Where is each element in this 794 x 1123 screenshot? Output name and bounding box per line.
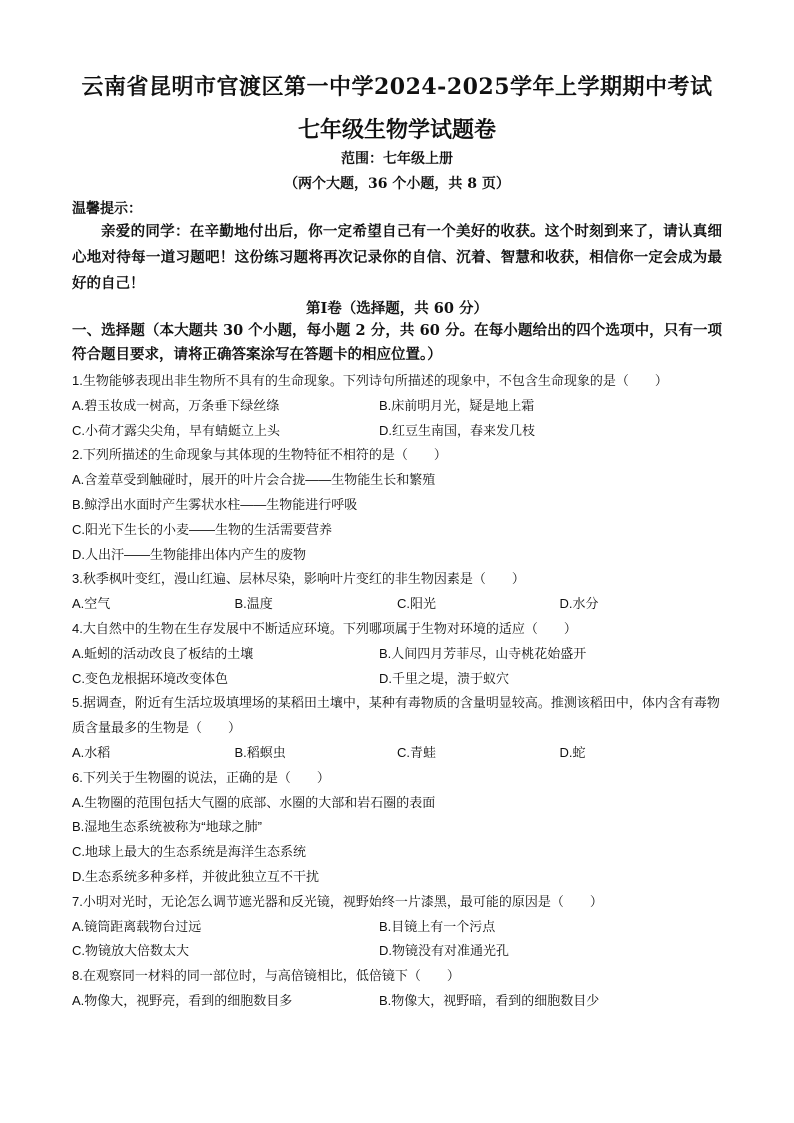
tips-heading: 温馨提示：	[72, 201, 142, 217]
option-a: A.空气	[72, 596, 111, 612]
question-stem: 7.小明对光时，无论怎么调节遮光器和反光镜，视野始终一片漆黑，最可能的原因是（ ）	[72, 893, 603, 909]
option-a: A.碧玉妆成一树高，万条垂下绿丝绦	[72, 397, 280, 413]
question-8	[72, 964, 722, 1014]
option-d: D.蛇	[559, 744, 586, 760]
option-row	[72, 642, 722, 667]
option-row	[72, 989, 722, 1014]
option-c: C.青蛙	[397, 744, 437, 760]
part1-title: 第Ⅰ卷（选择题，共 60 分）	[305, 300, 489, 317]
option-b: B.人间四月芳菲尽，山寺桃花始盛开	[379, 645, 587, 661]
option-b: B.床前明月光，疑是地上霜	[379, 397, 535, 413]
option-d: D.红豆生南国，春来发几枝	[379, 422, 536, 438]
option-d: D.物镜没有对准通光孔	[379, 943, 510, 959]
option-c: C.小荷才露尖尖角，早有蜻蜓立上头	[72, 422, 281, 438]
option-b: B.物像大，视野暗，看到的细胞数目少	[379, 992, 600, 1008]
option-b: B.目镜上有一个污点	[379, 918, 496, 934]
option-a: A.镜筒距离载物台过远	[72, 918, 202, 934]
option-row	[72, 741, 722, 766]
option-row	[72, 419, 722, 444]
exam-subtitle: 七年级生物学试题卷	[297, 117, 496, 143]
question-list	[72, 369, 722, 1014]
exam-title: 云南省昆明市官渡区第一中学2024-2025学年上学期期中考试	[81, 74, 713, 100]
option-d: D.千里之堤，溃于蚁穴	[379, 670, 510, 686]
question-4	[72, 617, 722, 691]
question-1	[72, 369, 722, 443]
option-c: C.物镜放大倍数太大	[72, 943, 190, 959]
option-b: B.鲸浮出水面时产生雾状水柱——生物能进行呼吸	[72, 496, 358, 512]
tips-text: 亲爱的同学：在辛勤地付出后，你一定希望自己有一个美好的收获。这个时刻到来了，请认真细心地对待每一道习题吧！这份练习题将再次记录你的自信、沉着、智慧和收获，相信你一定会成为最好的自己！	[72, 223, 722, 292]
option-row	[72, 394, 722, 419]
part1-instructions: 一、选择题（本大题共 30 个小题，每小题 2 分，共 60 分。在每小题给出的四个选项中，只有一项符合题目要求，请将正确答案涂写在答题卡的相应位置。）	[72, 322, 722, 363]
option-a: A.含羞草受到触碰时，展开的叶片会合拢——生物能生长和繁殖	[72, 472, 436, 488]
option-c: C.地球上最大的生态系统是海洋生态系统	[72, 844, 307, 860]
question-stem: 8.在观察同一材料的同一部位时，与高倍镜相比，低倍镜下（ ）	[72, 968, 460, 984]
option-a: A.蚯蚓的活动改良了板结的土壤	[72, 645, 254, 661]
question-stem: 3.秋季枫叶变红，漫山红遍、层林尽染，影响叶片变红的非生物因素是（ ）	[72, 571, 525, 587]
question-stem: 6.下列关于生物圈的说法，正确的是（ ）	[72, 769, 330, 785]
option-c: C.变色龙根据环境改变体色	[72, 670, 229, 686]
option-a: A.物像大，视野亮，看到的细胞数目多	[72, 992, 293, 1008]
option-d: D.水分	[559, 596, 599, 612]
question-3	[72, 567, 722, 617]
question-stem: 4.大自然中的生物在生存发展中不断适应环境。下列哪项属于生物对环境的适应（ ）	[72, 620, 577, 636]
question-7	[72, 890, 722, 964]
option-row	[72, 939, 722, 964]
question-stem: 1.生物能够表现出非生物所不具有的生命现象。下列诗句所描述的现象中，不包含生命现象的是（ ）	[72, 373, 668, 388]
option-a: A.生物圈的范围包括大气圈的底部、水圈的大部和岩石圈的表面	[72, 794, 436, 810]
exam-scope: 范围：七年级上册	[341, 151, 453, 167]
option-a: A.水稻	[72, 744, 111, 760]
option-row	[72, 915, 722, 940]
option-c: C.阳光下生长的小麦——生物的生活需要营养	[72, 521, 333, 537]
question-5	[72, 691, 722, 765]
option-c: C.阳光	[397, 596, 437, 612]
question-stem: 5.据调查，附近有生活垃圾填埋场的某稻田土壤中，某种有毒物质的含量明显较高。推测该稻田中，体内含有毒物质含量最多的生物是（ ）	[72, 695, 720, 736]
option-d: D.人出汗——生物能排出体内产生的废物	[72, 546, 307, 562]
exam-summary: （两个大题，36 个小题，共 8 页）	[284, 176, 510, 192]
option-b: B.湿地生态系统被称为“地球之肺”	[72, 819, 262, 835]
question-stem: 2.下列所描述的生命现象与其体现的生物特征不相符的是（ ）	[72, 447, 447, 463]
question-6	[72, 766, 722, 890]
option-row	[72, 667, 722, 692]
option-b: B.温度	[234, 596, 273, 612]
option-row	[72, 592, 722, 617]
option-d: D.生态系统多种多样，并彼此独立互不干扰	[72, 868, 320, 884]
option-b: B.稻螟虫	[234, 744, 286, 760]
question-2	[72, 443, 722, 567]
